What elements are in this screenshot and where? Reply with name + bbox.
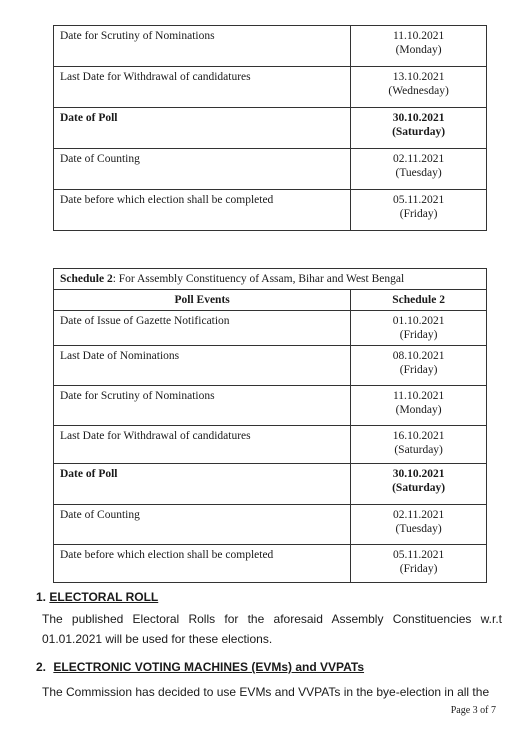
section-2-title: ELECTRONIC VOTING MACHINES (EVMs) and VVPATs (53, 660, 365, 674)
schedule-date-cell (351, 505, 487, 545)
schedule-2-caption-text: : For Assembly Constituency of Assam, Bihar and West Bengal (112, 273, 405, 285)
poll-event-cell: Date of Poll (54, 464, 351, 505)
poll-event-cell: Date of Counting (54, 505, 351, 545)
poll-event-cell: Date for Scrutiny of Nominations (54, 26, 351, 67)
table-row (54, 464, 487, 505)
schedule-date-cell (351, 108, 487, 149)
table-row (54, 545, 487, 583)
event-weekday: (Friday) (399, 329, 438, 341)
section-1-paragraph: The published Electoral Rolls for the aforesaid Assembly Constituencies w.r.t 01.01.2021 will be used for these elections. (42, 612, 502, 646)
section-1-heading (36, 590, 158, 604)
event-date: 11.10.2021 (392, 30, 445, 42)
header-schedule-2: Schedule 2 (351, 290, 487, 311)
event-weekday: (Monday) (395, 44, 442, 56)
table-row (54, 26, 487, 67)
event-date: 02.11.2021 (392, 509, 445, 521)
schedule-date-cell (351, 26, 487, 67)
table-row (54, 67, 487, 108)
event-date: 16.10.2021 (392, 430, 445, 442)
poll-event-cell: Date before which election shall be completed (54, 545, 351, 583)
poll-event-cell: Last Date of Nominations (54, 346, 351, 386)
section-2-heading (36, 660, 364, 674)
schedule-date-cell (351, 464, 487, 505)
event-date: 30.10.2021 (392, 468, 445, 480)
poll-event-cell: Last Date for Withdrawal of candidatures (54, 67, 351, 108)
schedule-2-header-row (54, 290, 487, 311)
table-row (54, 426, 487, 464)
schedule-date-cell (351, 311, 487, 346)
event-weekday: (Friday) (399, 563, 438, 575)
table-row (54, 386, 487, 426)
event-weekday: (Friday) (399, 364, 438, 376)
event-date: 13.10.2021 (392, 71, 445, 83)
event-date: 05.11.2021 (392, 194, 445, 206)
schedule-1-table (53, 25, 487, 231)
page-number: Page 3 of 7 (450, 705, 496, 716)
table-row (54, 505, 487, 545)
event-weekday: (Tuesday) (395, 523, 442, 535)
schedule-date-cell (351, 190, 487, 231)
section-1-number: 1. (36, 590, 47, 604)
event-weekday: (Friday) (399, 208, 438, 220)
poll-event-cell: Last Date for Withdrawal of candidatures (54, 426, 351, 464)
schedule-2-caption-label: Schedule 2 (60, 273, 113, 285)
schedule-date-cell (351, 346, 487, 386)
schedule-2-caption-row (54, 269, 487, 290)
schedule-date-cell (351, 149, 487, 190)
schedule-date-cell (351, 67, 487, 108)
table-row (54, 108, 487, 149)
event-date: 30.10.2021 (392, 112, 445, 124)
poll-event-cell: Date of Poll (54, 108, 351, 149)
event-weekday: (Wednesday) (388, 85, 449, 97)
table-row (54, 311, 487, 346)
table-row (54, 149, 487, 190)
schedule-2-table (53, 268, 487, 583)
section-2-number: 2. (36, 660, 47, 674)
event-date: 05.11.2021 (392, 549, 445, 561)
table-row (54, 190, 487, 231)
poll-event-cell: Date before which election shall be completed (54, 190, 351, 231)
poll-event-cell: Date of Issue of Gazette Notification (54, 311, 351, 346)
schedule-2-caption (54, 269, 487, 290)
section-2-paragraph: The Commission has decided to use EVMs and VVPATs in the bye-election in all the (42, 685, 490, 699)
event-date: 08.10.2021 (392, 350, 445, 362)
schedule-date-cell (351, 386, 487, 426)
event-weekday: (Saturday) (392, 482, 446, 494)
schedule-date-cell (351, 426, 487, 464)
event-weekday: (Monday) (395, 404, 442, 416)
schedule-date-cell (351, 545, 487, 583)
event-weekday: (Saturday) (394, 444, 443, 456)
poll-event-cell: Date of Counting (54, 149, 351, 190)
event-weekday: (Saturday) (392, 126, 446, 138)
header-poll-events: Poll Events (54, 290, 351, 311)
event-date: 11.10.2021 (392, 390, 445, 402)
section-1-title: ELECTORAL ROLL (49, 590, 159, 604)
table-row (54, 346, 487, 386)
poll-event-cell: Date for Scrutiny of Nominations (54, 386, 351, 426)
event-date: 02.11.2021 (392, 153, 445, 165)
event-weekday: (Tuesday) (395, 167, 442, 179)
event-date: 01.10.2021 (392, 315, 445, 327)
